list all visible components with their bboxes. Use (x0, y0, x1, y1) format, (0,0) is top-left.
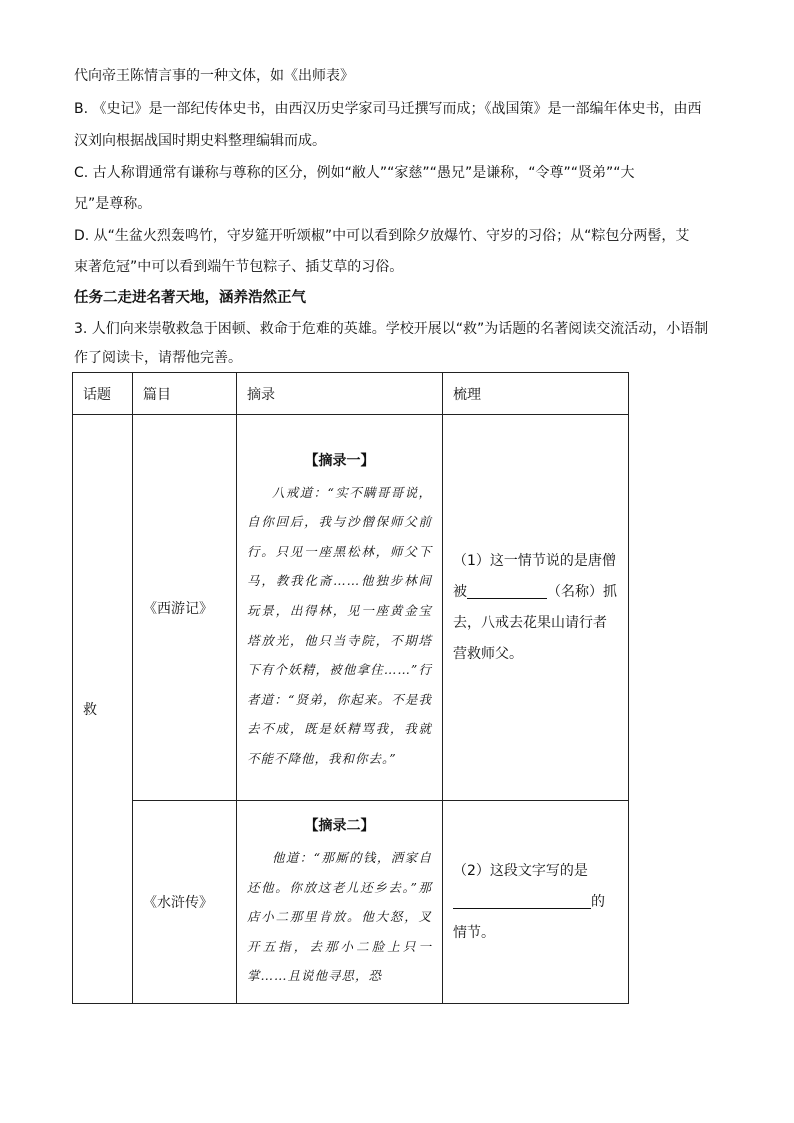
answer-blank-2[interactable] (453, 894, 591, 909)
table-row (73, 801, 629, 1004)
option-b-line1: B. 《史记》是一部纪传体史书，由西汉历史学家司马迁撰写而成；《战国策》是一部编年体史书，由西 (74, 101, 702, 117)
question-1-text-before: （1）这一情节说的是唐僧被 (453, 552, 616, 600)
excerpt-1-text: 八戒道：“实不瞒哥哥说，自你回后，我与沙僧保师父前行。只见一座黑松林，师父下马，教我化斋……他独步林间玩景，出得林，见一座黄金宝塔放光，他只当寺院，不期塔下有个妖精，被他拿住……”行者道：“贤弟，你起来。不是我去不成，既是妖精骂我，我就不能不降他，我和你去。” (247, 484, 432, 766)
book-title-shuihuzhuan: 《水浒传》 (133, 801, 237, 1004)
table-row (73, 415, 629, 801)
option-c-line2: 兄”是尊称。 (74, 196, 152, 212)
option-c-line1: C. 古人称谓通常有谦称与尊称的区分，例如“敝人”“家慈”“愚兄”是谦称，“令尊”“贤弟”“大 (74, 165, 635, 181)
reading-card-table (72, 372, 629, 1004)
header-analysis: 梳理 (443, 373, 629, 415)
option-d-line2: 束著危冠”中可以看到端午节包粽子、插艾草的习俗。 (74, 259, 404, 275)
task-heading: 任务二走进名著天地，涵养浩然正气 (74, 290, 306, 306)
question-1-text-after: （名称）抓去，八戒去花果山请行者营救师父。 (453, 583, 617, 662)
excerpt-cell-2 (237, 801, 443, 1004)
table-header-row (73, 373, 629, 415)
question-3-line2: 作了阅读卡，请帮他完善。 (74, 350, 242, 366)
question-2-text-after: 的情节。 (453, 893, 605, 941)
header-excerpt: 摘录 (237, 373, 443, 415)
answer-blank-1[interactable] (467, 584, 547, 599)
header-topic: 话题 (73, 373, 133, 415)
excerpt-cell-1 (237, 415, 443, 801)
question-3-line1: 3. 人们向来崇敬救急于困顿、救命于危难的英雄。学校开展以“救”为话题的名著阅读交流活动，小语制 (74, 321, 709, 337)
option-a-continuation: 代向帝王陈情言事的一种文体，如《出师表》 (74, 68, 354, 84)
excerpt-1-title: 【摘录一】 (304, 452, 375, 469)
option-d-line1: D. 从“生盆火烈轰鸣竹，守岁筵开听颂椒”中可以看到除夕放爆竹、守岁的习俗；从“粽包分两髻，艾 (74, 228, 690, 244)
excerpt-2-text: 他道：“那厮的钱，洒家自还他。你放这老儿还乡去。”那店小二那里肯放。他大怒，叉开五指，去那小二脸上只一掌……且说他寻思，恐 (247, 850, 432, 984)
excerpt-2-title: 【摘录二】 (304, 818, 375, 834)
analysis-cell-2 (443, 801, 629, 1004)
analysis-cell-1 (443, 415, 629, 801)
topic-cell: 救 (73, 415, 133, 1004)
option-b-line2: 汉刘向根据战国时期史料整理编辑而成。 (74, 133, 326, 149)
header-book: 篇目 (133, 373, 237, 415)
question-2-text-before: （2）这段文字写的是 (453, 862, 588, 879)
book-title-xiyouji: 《西游记》 (133, 415, 237, 801)
